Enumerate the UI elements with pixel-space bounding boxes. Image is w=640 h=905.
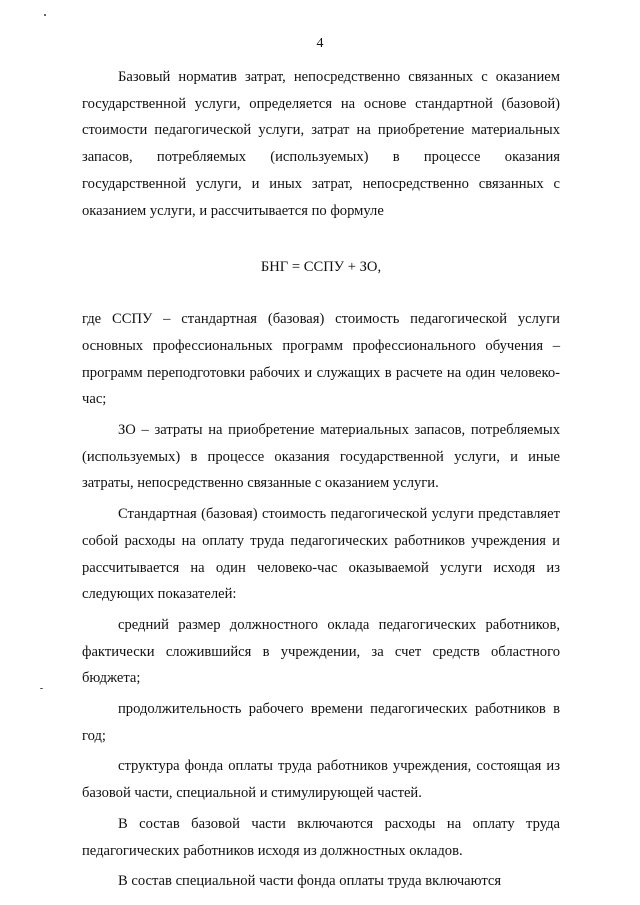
paragraph-basic-norm: Базовый норматив затрат, непосредственно связанных с оказанием государственной услуги, определяется на основе стандартной (базовой) стоимости педагогической услуги, затрат на приобретение материальных запасов, потребляемых (используемых) в процессе оказания государственной услуги, и иных затрат, непосредственно связанных с оказанием услуги, и рассчитывается по формуле [82,69,560,219]
paragraph-working-time: продолжительность рабочего времени педагогических работников в год; [82,701,560,744]
scan-speck [44,14,46,16]
formula: БНГ = ССПУ + ЗО, [260,259,382,276]
paragraph-standard-cost: Стандартная (базовая) стоимость педагогической услуги представляет собой расходы на оплату труда педагогических работников учреждения и рассчитывается на один человеко-час оказываемой услуги исходя из следующих показателей: [82,506,560,603]
paragraph-special-part: В состав специальной части фонда оплаты труда включаются [118,873,502,890]
paragraph-sspu-definition: где ССПУ – стандартная (базовая) стоимость педагогической услуги основных профессиональных программ профессионального обучения – программ переподготовки рабочих и служащих в расчете на один человеко-час; [82,311,560,408]
scan-speck [40,688,43,689]
paragraph-average-salary: средний размер должностного оклада педагогических работников, фактически сложившийся в учреждении, за счет средств областного бюджета; [82,616,560,687]
paragraph-zo-definition: ЗО – затраты на приобретение материальных запасов, потребляемых (используемых) в процессе оказания государственной услуги, и иные затраты, непосредственно связанные с оказанием услуги. [82,422,560,492]
paragraph-payroll-structure: структура фонда оплаты труда работников учреждения, состоящая из базовой части, специальной и стимулирующей частей. [82,758,560,802]
document-body [82,64,560,899]
paragraph-base-part: В состав базовой части включаются расходы на оплату труда педагогических работников исходя из должностных окладов. [82,815,560,859]
page-number: 4 [316,36,324,51]
